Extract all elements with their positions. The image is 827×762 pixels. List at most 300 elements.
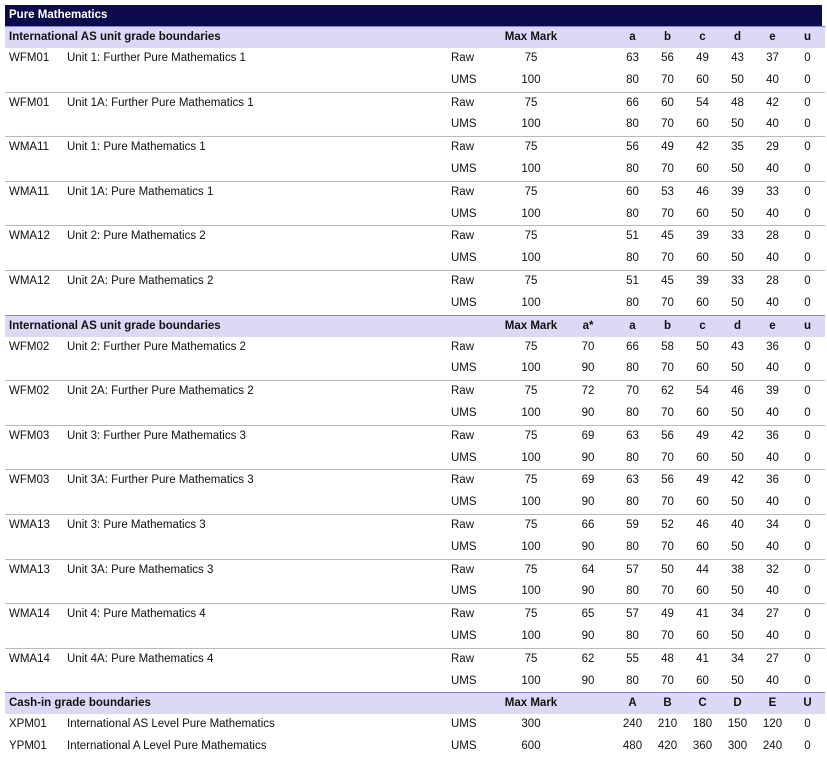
grade-value: 70 <box>650 358 685 380</box>
grade-value: 66 <box>581 518 595 531</box>
unit-title: Unit 3A: Pure Mathematics 3 <box>67 563 214 576</box>
grade-value <box>561 181 615 203</box>
empty-cell <box>5 159 67 181</box>
grade-value <box>561 204 615 226</box>
grade-value: 0 <box>804 608 811 621</box>
max-mark: 75 <box>524 385 538 398</box>
grade-value: 80 <box>615 492 650 514</box>
grade-value: 40 <box>755 70 790 92</box>
grade-value: 60 <box>685 581 720 603</box>
grade-value: 300 <box>727 740 748 753</box>
grade-value <box>561 92 615 114</box>
grade-value: 80 <box>615 114 650 136</box>
grade-value: 150 <box>727 718 748 731</box>
section-heading: International AS unit grade boundaries <box>5 315 501 337</box>
empty-cell <box>5 492 67 514</box>
grade-value <box>561 736 615 758</box>
grade-value: 50 <box>720 448 755 470</box>
mark-type: UMS <box>451 626 501 648</box>
empty-cell <box>67 293 451 315</box>
empty-cell <box>5 403 67 425</box>
max-mark: 75 <box>524 652 538 665</box>
grade-value: 36 <box>766 429 779 442</box>
max-mark: 75 <box>524 230 538 243</box>
grade-value: 32 <box>766 563 779 576</box>
table-row <box>5 381 825 403</box>
empty-cell <box>5 293 67 315</box>
max-mark: 100 <box>501 248 561 270</box>
empty-cell <box>5 248 67 270</box>
grade-value: 0 <box>804 274 811 287</box>
max-mark: 75 <box>524 274 538 287</box>
unit-code: WMA12 <box>9 274 50 287</box>
mark-type: UMS <box>451 358 501 380</box>
mark-type: Raw <box>451 141 475 154</box>
grade-value: 180 <box>692 718 713 731</box>
grade-value: 0 <box>804 230 811 243</box>
mark-type: Raw <box>451 429 475 442</box>
section-heading: Cash-in grade boundaries <box>5 693 501 715</box>
section-header-row <box>5 27 825 49</box>
unit-code: WMA14 <box>9 652 50 665</box>
grade-value: 80 <box>615 403 650 425</box>
empty-cell <box>67 537 451 559</box>
mark-type: UMS <box>451 718 477 731</box>
grade-value <box>561 137 615 159</box>
mark-type: Raw <box>451 96 475 109</box>
grade-value: 0 <box>804 385 811 398</box>
grade-value: 70 <box>650 159 685 181</box>
unit-title: International A Level Pure Mathematics <box>67 740 267 753</box>
table-row <box>5 204 825 226</box>
grade-value: 63 <box>626 429 639 442</box>
table-row <box>5 293 825 315</box>
unit-code: WMA13 <box>9 563 50 576</box>
grade-value: 0 <box>804 474 811 487</box>
grade-value: 44 <box>696 563 709 576</box>
grade-value: 34 <box>731 652 744 665</box>
grade-header: a <box>615 315 650 337</box>
table-row <box>5 403 825 425</box>
grade-value: 29 <box>766 141 779 154</box>
table-row <box>5 226 825 248</box>
max-mark: 100 <box>501 492 561 514</box>
grade-value: 33 <box>766 185 779 198</box>
table-row <box>5 448 825 470</box>
table-row <box>5 671 825 693</box>
grade-value: 0 <box>804 185 811 198</box>
grade-value: 50 <box>720 293 755 315</box>
table-row <box>5 648 825 670</box>
unit-code: WMA11 <box>9 185 50 198</box>
grade-value: 55 <box>626 652 639 665</box>
grade-value: 80 <box>615 671 650 693</box>
empty-cell <box>5 537 67 559</box>
grade-header: a <box>615 27 650 49</box>
grade-value: 60 <box>685 248 720 270</box>
grade-value: 80 <box>615 248 650 270</box>
mark-type: Raw <box>451 518 475 531</box>
grade-value: 0 <box>790 248 825 270</box>
max-mark: 75 <box>524 563 538 576</box>
max-mark-header: Max Mark <box>501 315 561 337</box>
grade-value: 69 <box>581 474 595 487</box>
grade-value: 0 <box>804 563 811 576</box>
grade-value: 34 <box>731 608 744 621</box>
grade-value: 0 <box>804 340 811 353</box>
mark-type: UMS <box>451 293 501 315</box>
max-mark: 100 <box>501 581 561 603</box>
grade-value <box>561 248 615 270</box>
grade-value: 0 <box>790 70 825 92</box>
grade-value: 80 <box>615 537 650 559</box>
grade-value: 60 <box>685 204 720 226</box>
mark-type: UMS <box>451 159 501 181</box>
mark-type: Raw <box>451 652 475 665</box>
grade-value: 420 <box>657 740 678 753</box>
table-row <box>5 559 825 581</box>
grade-value: 80 <box>615 293 650 315</box>
max-mark: 100 <box>501 537 561 559</box>
grade-value: 49 <box>661 608 674 621</box>
grade-value: 360 <box>692 740 713 753</box>
grade-header: d <box>720 27 755 49</box>
grade-value: 59 <box>626 518 639 531</box>
mark-type: Raw <box>451 385 475 398</box>
grade-value: 0 <box>804 429 811 442</box>
unit-title: Unit 2A: Further Pure Mathematics 2 <box>67 385 254 398</box>
grade-value: 48 <box>661 652 674 665</box>
table-row <box>5 537 825 559</box>
grade-value: 0 <box>790 448 825 470</box>
grade-value: 43 <box>731 340 744 353</box>
max-mark: 100 <box>501 293 561 315</box>
grade-value: 40 <box>755 626 790 648</box>
grade-value: 90 <box>561 358 615 380</box>
mark-type: Raw <box>451 608 475 621</box>
grade-header: E <box>755 693 790 715</box>
grade-value: 70 <box>650 537 685 559</box>
grade-value: 54 <box>696 385 709 398</box>
grade-value: 70 <box>650 448 685 470</box>
grade-value: 40 <box>755 403 790 425</box>
mark-type: UMS <box>451 403 501 425</box>
unit-title: Unit 2: Further Pure Mathematics 2 <box>67 340 246 353</box>
mark-type: UMS <box>451 581 501 603</box>
grade-value: 240 <box>762 740 783 753</box>
table-row <box>5 48 825 70</box>
grade-value: 39 <box>766 385 779 398</box>
empty-cell <box>67 492 451 514</box>
grade-value: 40 <box>755 358 790 380</box>
unit-title: Unit 4: Pure Mathematics 4 <box>67 608 206 621</box>
max-mark: 75 <box>524 96 538 109</box>
grade-value: 480 <box>622 740 643 753</box>
grade-value: 0 <box>790 358 825 380</box>
grade-value: 40 <box>755 492 790 514</box>
unit-title: Unit 3: Further Pure Mathematics 3 <box>67 429 246 442</box>
grade-value: 80 <box>615 448 650 470</box>
grade-header <box>561 693 615 715</box>
empty-cell <box>67 248 451 270</box>
grade-header: b <box>650 27 685 49</box>
unit-title: Unit 4A: Pure Mathematics 4 <box>67 652 214 665</box>
grade-value: 27 <box>766 652 779 665</box>
grade-value: 36 <box>766 474 779 487</box>
grade-header: c <box>685 27 720 49</box>
grade-value: 0 <box>790 114 825 136</box>
max-mark: 100 <box>501 159 561 181</box>
grade-value: 50 <box>720 159 755 181</box>
grade-header: e <box>755 27 790 49</box>
grade-value: 60 <box>685 114 720 136</box>
max-mark: 75 <box>524 185 538 198</box>
grade-value: 69 <box>581 429 595 442</box>
table-row <box>5 492 825 514</box>
grade-header: B <box>650 693 685 715</box>
grade-value <box>561 70 615 92</box>
grade-value: 65 <box>581 608 595 621</box>
grade-value: 49 <box>696 52 709 64</box>
table-row <box>5 114 825 136</box>
empty-cell <box>67 70 451 92</box>
grade-value: 80 <box>615 581 650 603</box>
section-heading: International AS unit grade boundaries <box>5 27 501 49</box>
grade-value: 70 <box>650 492 685 514</box>
empty-cell <box>5 70 67 92</box>
max-mark: 100 <box>501 204 561 226</box>
unit-code: WFM02 <box>9 340 50 353</box>
unit-code: WMA12 <box>9 230 50 243</box>
grade-value: 60 <box>685 293 720 315</box>
grade-value: 54 <box>696 96 709 109</box>
grade-value <box>561 226 615 248</box>
grade-boundaries-document <box>5 5 822 758</box>
mark-type: Raw <box>451 274 475 287</box>
grade-value: 70 <box>650 403 685 425</box>
grade-value: 34 <box>766 518 779 531</box>
grade-value: 0 <box>804 718 811 731</box>
grade-value: 0 <box>790 293 825 315</box>
grade-header: a* <box>561 315 615 337</box>
grade-value: 56 <box>661 429 674 442</box>
grade-value: 120 <box>762 718 783 731</box>
max-mark: 75 <box>524 608 538 621</box>
mark-type: Raw <box>451 474 475 487</box>
max-mark: 100 <box>501 403 561 425</box>
grade-value: 90 <box>561 448 615 470</box>
mark-type: Raw <box>451 563 475 576</box>
grade-value: 62 <box>661 385 674 398</box>
grade-header: U <box>790 693 825 715</box>
grade-value: 62 <box>581 652 595 665</box>
empty-cell <box>5 114 67 136</box>
empty-cell <box>5 581 67 603</box>
max-mark: 600 <box>521 740 541 753</box>
unit-title: Unit 3: Pure Mathematics 3 <box>67 518 206 531</box>
mark-type: UMS <box>451 671 501 693</box>
table-row <box>5 581 825 603</box>
grade-value: 80 <box>615 626 650 648</box>
grade-value: 38 <box>731 563 744 576</box>
grade-value: 80 <box>615 358 650 380</box>
table-row <box>5 248 825 270</box>
grade-value: 50 <box>720 626 755 648</box>
grade-value: 57 <box>626 563 639 576</box>
table-row <box>5 270 825 292</box>
max-mark: 75 <box>524 429 538 442</box>
grade-value: 50 <box>720 581 755 603</box>
unit-code: WFM01 <box>9 96 50 109</box>
grade-value: 35 <box>731 141 744 154</box>
grade-value: 46 <box>696 518 709 531</box>
grade-value: 39 <box>731 185 744 198</box>
unit-title: Unit 1A: Further Pure Mathematics 1 <box>67 96 254 109</box>
grade-value: 40 <box>755 204 790 226</box>
mark-type: UMS <box>451 114 501 136</box>
grade-value: 49 <box>696 474 709 487</box>
grade-value: 60 <box>685 671 720 693</box>
max-mark: 100 <box>501 671 561 693</box>
mark-type: Raw <box>451 185 475 198</box>
empty-cell <box>67 448 451 470</box>
max-mark: 100 <box>501 448 561 470</box>
grade-header: u <box>790 27 825 49</box>
max-mark: 100 <box>501 114 561 136</box>
mark-type: UMS <box>451 537 501 559</box>
empty-cell <box>67 626 451 648</box>
grade-value: 42 <box>731 474 744 487</box>
max-mark: 100 <box>501 626 561 648</box>
mark-type: Raw <box>451 230 475 243</box>
grade-header: A <box>615 693 650 715</box>
grade-value: 45 <box>661 274 674 287</box>
mark-type: UMS <box>451 248 501 270</box>
mark-type: UMS <box>451 70 501 92</box>
grade-value: 0 <box>790 581 825 603</box>
max-mark-header: Max Mark <box>501 693 561 715</box>
grade-value: 0 <box>804 52 811 64</box>
grade-value: 41 <box>696 608 709 621</box>
grade-value: 36 <box>766 340 779 353</box>
grade-value: 50 <box>720 204 755 226</box>
grade-value: 70 <box>650 70 685 92</box>
mark-type: UMS <box>451 448 501 470</box>
max-mark: 75 <box>524 52 538 64</box>
grade-value <box>561 159 615 181</box>
grade-value: 0 <box>804 518 811 531</box>
grade-value: 43 <box>731 52 744 64</box>
unit-title: Unit 1: Pure Mathematics 1 <box>67 141 206 154</box>
grade-value: 37 <box>766 52 779 64</box>
grade-value: 90 <box>561 403 615 425</box>
unit-title: Unit 1: Further Pure Mathematics 1 <box>67 52 246 64</box>
table-row <box>5 626 825 648</box>
grade-value: 50 <box>720 492 755 514</box>
grade-value: 70 <box>650 248 685 270</box>
table-row <box>5 337 825 359</box>
grade-value: 42 <box>731 429 744 442</box>
empty-cell <box>5 204 67 226</box>
grade-value: 50 <box>720 358 755 380</box>
max-mark: 75 <box>524 474 538 487</box>
grade-value: 50 <box>720 114 755 136</box>
table-row <box>5 159 825 181</box>
grade-value: 40 <box>755 448 790 470</box>
grade-value: 40 <box>755 537 790 559</box>
grade-value: 80 <box>615 204 650 226</box>
grade-value: 70 <box>650 671 685 693</box>
grade-value: 50 <box>696 340 709 353</box>
grade-value: 40 <box>755 671 790 693</box>
grade-value: 46 <box>731 385 744 398</box>
empty-cell <box>67 114 451 136</box>
grade-value: 57 <box>626 608 639 621</box>
grade-value: 40 <box>755 293 790 315</box>
section-header-row <box>5 693 825 715</box>
table-row <box>5 470 825 492</box>
grade-value: 52 <box>661 518 674 531</box>
page-title: Pure Mathematics <box>5 5 822 26</box>
max-mark: 75 <box>524 141 538 154</box>
grade-value: 60 <box>626 185 639 198</box>
unit-code: WFM01 <box>9 52 50 64</box>
empty-cell <box>5 448 67 470</box>
max-mark: 75 <box>524 518 538 531</box>
table-row <box>5 181 825 203</box>
grade-value: 50 <box>720 537 755 559</box>
empty-cell <box>67 671 451 693</box>
grade-value: 210 <box>657 718 678 731</box>
max-mark: 100 <box>501 358 561 380</box>
grade-value: 50 <box>720 403 755 425</box>
grade-value: 60 <box>661 96 674 109</box>
grade-value: 90 <box>561 671 615 693</box>
grade-value: 33 <box>731 274 744 287</box>
empty-cell <box>67 581 451 603</box>
mark-type: UMS <box>451 492 501 514</box>
empty-cell <box>67 159 451 181</box>
unit-title: Unit 2A: Pure Mathematics 2 <box>67 274 214 287</box>
max-mark-header: Max Mark <box>501 27 561 49</box>
grade-value: 70 <box>650 114 685 136</box>
unit-code: WMA11 <box>9 141 50 154</box>
grade-value: 42 <box>696 141 709 154</box>
grade-value: 50 <box>720 70 755 92</box>
grade-value: 64 <box>581 563 595 576</box>
table-row <box>5 714 825 736</box>
grade-value: 70 <box>650 626 685 648</box>
unit-code: YPM01 <box>9 740 47 753</box>
unit-code: WFM02 <box>9 385 50 398</box>
grade-value: 63 <box>626 474 639 487</box>
grade-value: 56 <box>661 474 674 487</box>
grade-header: u <box>790 315 825 337</box>
unit-code: WMA13 <box>9 518 50 531</box>
grade-value <box>561 270 615 292</box>
max-mark: 100 <box>501 70 561 92</box>
grade-value: 70 <box>650 581 685 603</box>
grade-value: 0 <box>804 141 811 154</box>
empty-cell <box>67 204 451 226</box>
grade-value <box>561 114 615 136</box>
grade-value: 60 <box>685 358 720 380</box>
grade-value: 33 <box>731 230 744 243</box>
grade-value: 28 <box>766 274 779 287</box>
grade-header: C <box>685 693 720 715</box>
max-mark: 75 <box>524 340 538 353</box>
grade-value: 80 <box>615 159 650 181</box>
